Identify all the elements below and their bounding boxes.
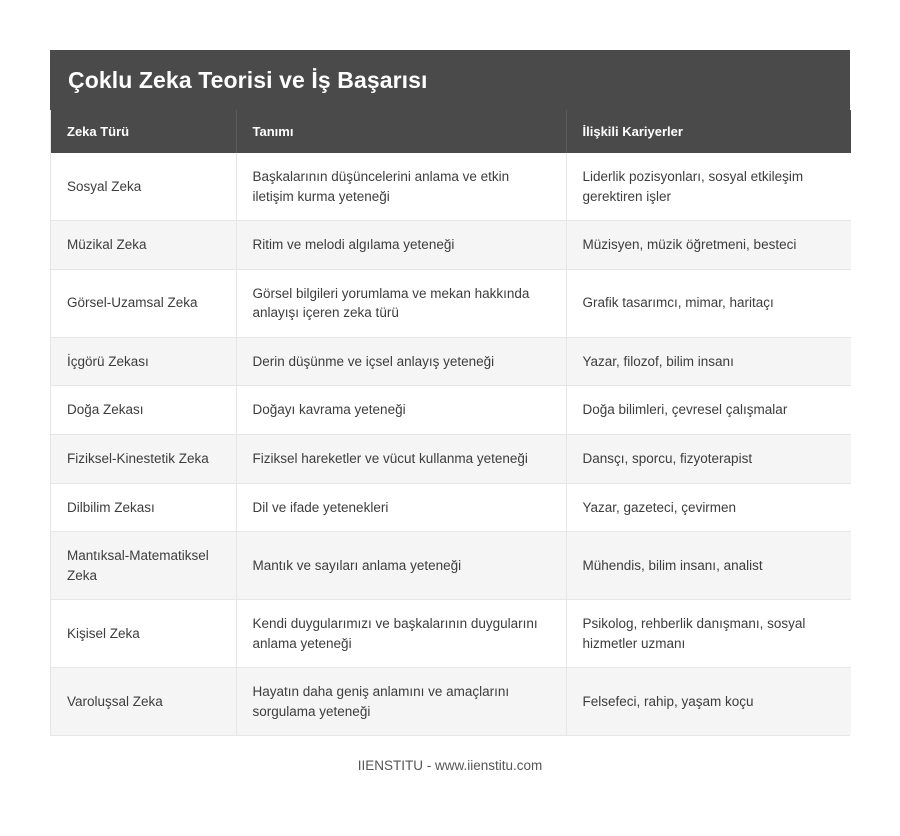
cell-definition: Kendi duygularımızı ve başkalarının duygularını anlama yeteneği bbox=[236, 600, 566, 668]
table-row bbox=[51, 483, 851, 532]
page-title: Çoklu Zeka Teorisi ve İş Başarısı bbox=[50, 50, 850, 110]
table-row bbox=[51, 221, 851, 270]
cell-careers: Grafik tasarımcı, mimar, haritaçı bbox=[566, 269, 851, 337]
cell-careers: Yazar, gazeteci, çevirmen bbox=[566, 483, 851, 532]
cell-definition: Doğayı kavrama yeteneği bbox=[236, 386, 566, 435]
cell-definition: Mantık ve sayıları anlama yeteneği bbox=[236, 532, 566, 600]
cell-type: Varoluşsal Zeka bbox=[51, 668, 236, 736]
table-body bbox=[51, 153, 851, 735]
cell-definition: Ritim ve melodi algılama yeteneği bbox=[236, 221, 566, 270]
cell-careers: Müzisyen, müzik öğretmeni, besteci bbox=[566, 221, 851, 270]
cell-type: Kişisel Zeka bbox=[51, 600, 236, 668]
table-row bbox=[51, 600, 851, 668]
cell-definition: Hayatın daha geniş anlamını ve amaçlarını sorgulama yeteneği bbox=[236, 668, 566, 736]
table-row bbox=[51, 269, 851, 337]
cell-definition: Görsel bilgileri yorumlama ve mekan hakkında anlayışı içeren zeka türü bbox=[236, 269, 566, 337]
table-row bbox=[51, 153, 851, 221]
table-row bbox=[51, 668, 851, 736]
cell-careers: Yazar, filozof, bilim insanı bbox=[566, 337, 851, 386]
column-header-definition: Tanımı bbox=[236, 110, 566, 153]
table-container bbox=[50, 110, 850, 736]
cell-careers: Dansçı, sporcu, fizyoterapist bbox=[566, 434, 851, 483]
cell-definition: Derin düşünme ve içsel anlayış yeteneği bbox=[236, 337, 566, 386]
intelligence-table bbox=[51, 110, 851, 735]
footer-attribution: IIENSTITU - www.iienstitu.com bbox=[357, 758, 543, 774]
table-header bbox=[51, 110, 851, 153]
cell-careers: Felsefeci, rahip, yaşam koçu bbox=[566, 668, 851, 736]
cell-type: Doğa Zekası bbox=[51, 386, 236, 435]
table-row bbox=[51, 434, 851, 483]
cell-type: İçgörü Zekası bbox=[51, 337, 236, 386]
cell-definition: Dil ve ifade yetenekleri bbox=[236, 483, 566, 532]
table-row bbox=[51, 532, 851, 600]
cell-type: Dilbilim Zekası bbox=[51, 483, 236, 532]
cell-careers: Mühendis, bilim insanı, analist bbox=[566, 532, 851, 600]
cell-type: Sosyal Zeka bbox=[51, 153, 236, 221]
column-header-type: Zeka Türü bbox=[51, 110, 236, 153]
column-header-careers: İlişkili Kariyerler bbox=[566, 110, 851, 153]
cell-careers: Psikolog, rehberlik danışmanı, sosyal hizmetler uzmanı bbox=[566, 600, 851, 668]
cell-type: Fiziksel-Kinestetik Zeka bbox=[51, 434, 236, 483]
cell-type: Mantıksal-Matematiksel Zeka bbox=[51, 532, 236, 600]
table-header-row bbox=[51, 110, 851, 153]
cell-careers: Liderlik pozisyonları, sosyal etkileşim gerektiren işler bbox=[566, 153, 851, 221]
cell-type: Müzikal Zeka bbox=[51, 221, 236, 270]
table-row bbox=[51, 386, 851, 435]
table-card bbox=[50, 50, 850, 773]
cell-definition: Fiziksel hareketler ve vücut kullanma yeteneği bbox=[236, 434, 566, 483]
table-row bbox=[51, 337, 851, 386]
cell-type: Görsel-Uzamsal Zeka bbox=[51, 269, 236, 337]
cell-careers: Doğa bilimleri, çevresel çalışmalar bbox=[566, 386, 851, 435]
cell-definition: Başkalarının düşüncelerini anlama ve etkin iletişim kurma yeteneği bbox=[236, 153, 566, 221]
